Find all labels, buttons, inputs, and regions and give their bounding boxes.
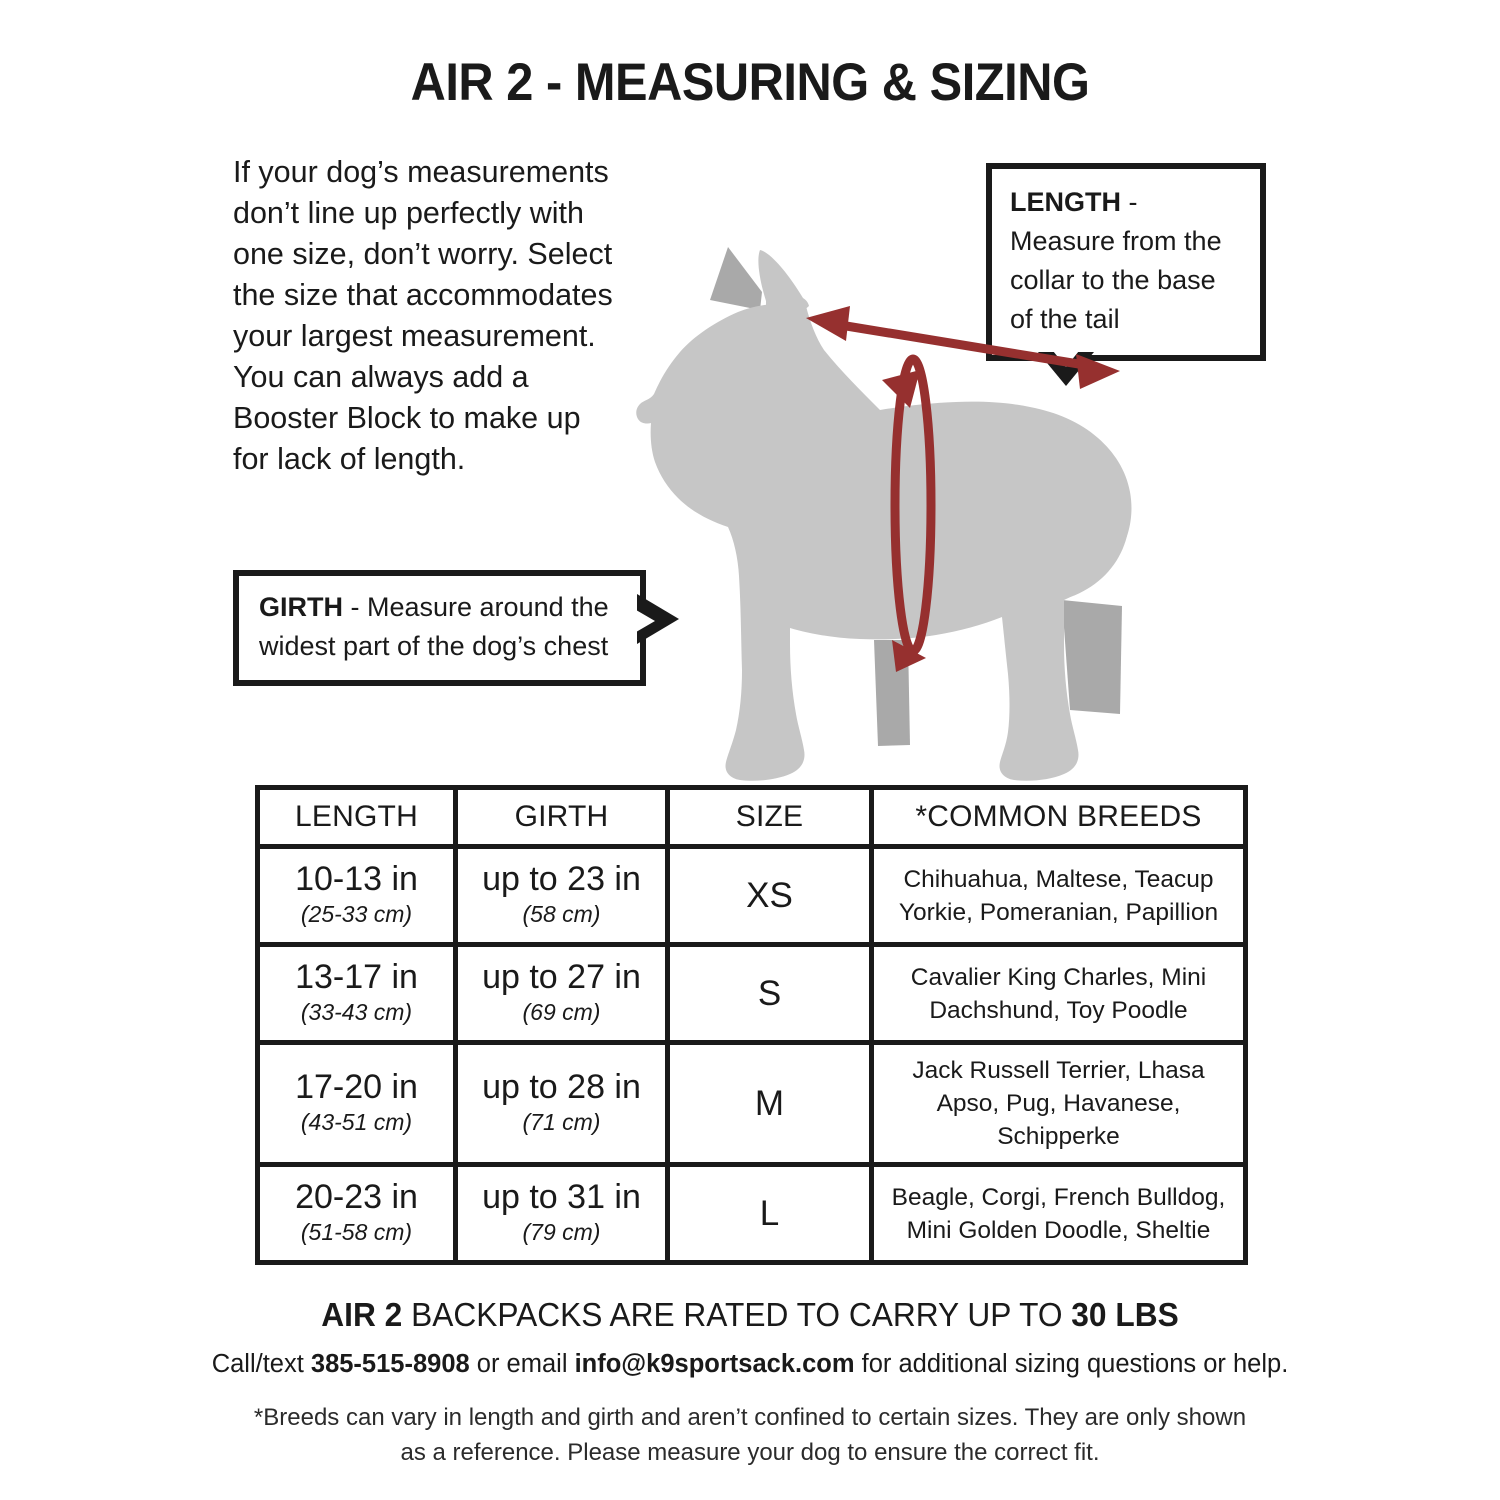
length-inches: 10-13 in xyxy=(295,860,418,898)
column-header-length: LENGTH xyxy=(258,788,456,847)
page-title: AIR 2 - MEASURING & SIZING xyxy=(410,53,1090,112)
table-row xyxy=(258,1165,1246,1263)
length-inches: 17-20 in xyxy=(295,1068,418,1106)
weight-rating-line xyxy=(30,1296,1470,1334)
cell-girth xyxy=(456,847,668,945)
cell-length xyxy=(258,945,456,1043)
cell-size xyxy=(668,847,872,945)
girth-cm: (69 cm) xyxy=(522,999,601,1025)
cell-breeds: Beagle, Corgi, French Bulldog, Mini Golden Doodle, Sheltie xyxy=(872,1165,1246,1263)
girth-inches: up to 28 in xyxy=(482,1068,641,1106)
girth-cm: (71 cm) xyxy=(522,1109,601,1135)
girth-inches: up to 23 in xyxy=(482,860,641,898)
cell-breeds: Chihuahua, Maltese, Teacup Yorkie, Pomeranian, Papillion xyxy=(872,847,1246,945)
girth-cm: (58 cm) xyxy=(522,901,601,927)
size-label: XS xyxy=(746,875,793,915)
girth-inches: up to 31 in xyxy=(482,1178,641,1216)
dog-far-ear-shape xyxy=(710,247,762,310)
length-measure-arrow xyxy=(806,306,1120,389)
dog-illustration xyxy=(610,240,1250,785)
column-header-breeds: *COMMON BREEDS xyxy=(872,788,1246,847)
contact-middle: or email xyxy=(469,1350,575,1378)
girth-callout-box xyxy=(233,570,646,686)
intro-paragraph: If your dog’s measurements don’t line up perfectly with one size, don’t worry. Select the size that accommodates your largest measurement. You can always add a Booster Block to make up for lack of length. xyxy=(233,155,613,476)
length-cm: (43-51 cm) xyxy=(300,1109,413,1135)
column-header-girth: GIRTH xyxy=(456,788,668,847)
size-label: L xyxy=(759,1193,780,1233)
length-inches: 13-17 in xyxy=(295,958,418,996)
length-cm: (33-43 cm) xyxy=(300,999,413,1025)
cell-breeds: Cavalier King Charles, Mini Dachshund, Toy Poodle xyxy=(872,945,1246,1043)
cell-girth xyxy=(456,945,668,1043)
cell-size xyxy=(668,1043,872,1165)
sizing-table xyxy=(255,785,1248,1265)
cell-breeds: Jack Russell Terrier, Lhasa Apso, Pug, Havanese, Schipperke xyxy=(872,1043,1246,1165)
rating-brand: AIR 2 xyxy=(321,1296,403,1333)
cell-size xyxy=(668,1165,872,1263)
cell-length xyxy=(258,1043,456,1165)
length-cm: (25-33 cm) xyxy=(300,901,413,927)
contact-phone[interactable]: 385-515-8908 xyxy=(310,1350,470,1378)
table-row xyxy=(258,945,1246,1043)
length-inches: 20-23 in xyxy=(295,1178,418,1216)
rating-weight: 30 LBS xyxy=(1071,1296,1179,1333)
cell-size xyxy=(668,945,872,1043)
contact-prefix: Call/text xyxy=(211,1350,311,1378)
cell-length xyxy=(258,1165,456,1263)
column-header-size: SIZE xyxy=(668,788,872,847)
girth-cm: (79 cm) xyxy=(522,1219,601,1245)
cell-girth xyxy=(456,1043,668,1165)
table-row xyxy=(258,1043,1246,1165)
cell-length xyxy=(258,847,456,945)
rating-middle: BACKPACKS ARE RATED TO CARRY UP TO xyxy=(402,1296,1072,1333)
contact-line xyxy=(0,1350,1500,1379)
contact-suffix: for additional sizing questions or help. xyxy=(854,1350,1289,1378)
girth-callout-label: GIRTH xyxy=(259,592,343,622)
table-header-row xyxy=(258,788,1246,847)
table-row xyxy=(258,847,1246,945)
length-arrowhead-right-icon xyxy=(1076,354,1120,389)
dog-far-rear-leg-shape xyxy=(1062,600,1122,714)
girth-inches: up to 27 in xyxy=(482,958,641,996)
length-callout-text: - Measure from the collar to the base of the tail xyxy=(1010,187,1222,334)
contact-email[interactable]: info@k9sportsack.com xyxy=(574,1350,855,1378)
dog-haunch-shape xyxy=(1015,420,1129,603)
dog-body-silhouette xyxy=(758,250,809,312)
girth-callout-text: - Measure around the widest part of the dog’s chest xyxy=(259,592,609,661)
cell-girth xyxy=(456,1165,668,1263)
size-label: S xyxy=(757,973,782,1013)
length-cm: (51-58 cm) xyxy=(300,1219,413,1245)
length-callout-label: LENGTH xyxy=(1010,187,1121,217)
size-label: M xyxy=(754,1083,785,1123)
breeds-disclaimer: *Breeds can vary in length and girth and aren’t confined to certain sizes. They are only shown as a reference. Please measure your dog to ensure the correct fit. xyxy=(253,1404,1247,1466)
